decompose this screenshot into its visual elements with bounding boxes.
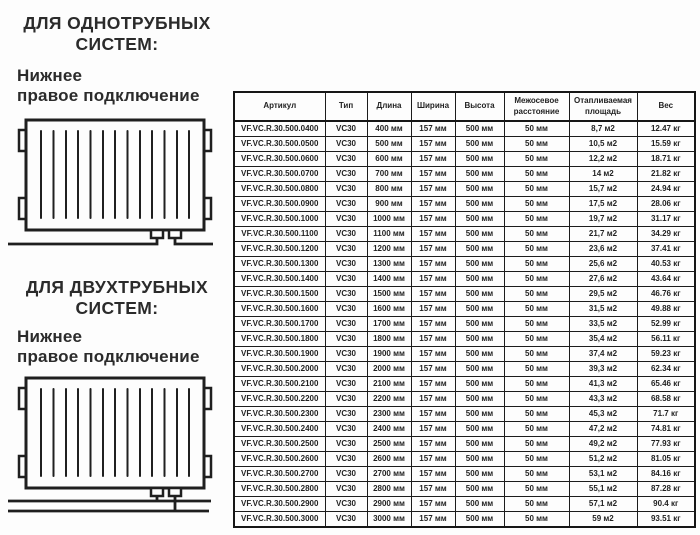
radiator-specs-table: [233, 91, 696, 528]
table-row: [234, 392, 695, 407]
table-cell: 2100 мм: [367, 377, 411, 392]
table-cell: VC30: [325, 197, 367, 212]
table-cell: VF.VC.R.30.500.2000: [234, 362, 325, 377]
table-cell: VC30: [325, 482, 367, 497]
table-cell: VF.VC.R.30.500.3000: [234, 512, 325, 528]
table-row: [234, 212, 695, 227]
table-cell: VF.VC.R.30.500.1300: [234, 257, 325, 272]
table-cell: 17,5 м2: [569, 197, 637, 212]
column-header-type: Тип: [325, 92, 367, 121]
table-cell: VF.VC.R.30.500.0600: [234, 152, 325, 167]
table-cell: 29,5 м2: [569, 287, 637, 302]
table-cell: 57,1 м2: [569, 497, 637, 512]
table-cell: 34.29 кг: [637, 227, 695, 242]
table-cell: 2000 мм: [367, 362, 411, 377]
table-cell: 500 мм: [455, 242, 504, 257]
table-cell: 50 мм: [504, 257, 569, 272]
table-cell: VC30: [325, 272, 367, 287]
table-cell: 2500 мм: [367, 437, 411, 452]
table-cell: 157 мм: [411, 347, 455, 362]
table-cell: 50 мм: [504, 392, 569, 407]
table-row: [234, 302, 695, 317]
table-cell: 50 мм: [504, 197, 569, 212]
column-header-heated-area: Отапливаемая площадь: [569, 92, 637, 121]
table-cell: 39,3 м2: [569, 362, 637, 377]
table-cell: VC30: [325, 392, 367, 407]
table-cell: 50 мм: [504, 362, 569, 377]
table-cell: VF.VC.R.30.500.0700: [234, 167, 325, 182]
table-row: [234, 257, 695, 272]
table-cell: 51,2 м2: [569, 452, 637, 467]
table-cell: 157 мм: [411, 152, 455, 167]
table-row: [234, 197, 695, 212]
table-cell: 8,7 м2: [569, 121, 637, 137]
table-cell: 33,5 м2: [569, 317, 637, 332]
table-cell: 59 м2: [569, 512, 637, 528]
table-cell: 157 мм: [411, 482, 455, 497]
table-cell: 500 мм: [455, 257, 504, 272]
table-cell: VC30: [325, 242, 367, 257]
table-cell: 50 мм: [504, 422, 569, 437]
table-cell: 500 мм: [455, 392, 504, 407]
table-cell: VF.VC.R.30.500.1800: [234, 332, 325, 347]
table-cell: 59.23 кг: [637, 347, 695, 362]
table-cell: VC30: [325, 452, 367, 467]
table-cell: 45,3 м2: [569, 407, 637, 422]
table-cell: 47,2 м2: [569, 422, 637, 437]
table-cell: 1700 мм: [367, 317, 411, 332]
column-header-length: Длина: [367, 92, 411, 121]
table-cell: VF.VC.R.30.500.2300: [234, 407, 325, 422]
column-header-weight: Вес: [637, 92, 695, 121]
table-cell: 157 мм: [411, 512, 455, 528]
single-pipe-subheading: Нижнее правое подключение: [17, 66, 200, 106]
column-header-height: Высота: [455, 92, 504, 121]
table-cell: 21,7 м2: [569, 227, 637, 242]
table-cell: 500 мм: [455, 317, 504, 332]
table-cell: 84.16 кг: [637, 467, 695, 482]
radiator-single-pipe-diagram: [5, 117, 217, 249]
table-cell: VF.VC.R.30.500.1200: [234, 242, 325, 257]
table-cell: 157 мм: [411, 497, 455, 512]
table-cell: 18.71 кг: [637, 152, 695, 167]
table-cell: 50 мм: [504, 407, 569, 422]
table-cell: VF.VC.R.30.500.1000: [234, 212, 325, 227]
table-cell: 2600 мм: [367, 452, 411, 467]
table-cell: VF.VC.R.30.500.2900: [234, 497, 325, 512]
column-header-width: Ширина: [411, 92, 455, 121]
table-cell: VC30: [325, 332, 367, 347]
table-cell: 157 мм: [411, 242, 455, 257]
table-cell: 71.7 кг: [637, 407, 695, 422]
table-cell: 157 мм: [411, 167, 455, 182]
table-cell: VC30: [325, 512, 367, 528]
table-row: [234, 287, 695, 302]
table-cell: 55,1 м2: [569, 482, 637, 497]
table-cell: 1400 мм: [367, 272, 411, 287]
table-cell: 50 мм: [504, 287, 569, 302]
table-cell: VF.VC.R.30.500.2700: [234, 467, 325, 482]
table-cell: 157 мм: [411, 197, 455, 212]
table-cell: 500 мм: [455, 362, 504, 377]
table-cell: 157 мм: [411, 121, 455, 137]
table-cell: 31,5 м2: [569, 302, 637, 317]
table-cell: 27,6 м2: [569, 272, 637, 287]
table-cell: 53,1 м2: [569, 467, 637, 482]
table-cell: 500 мм: [455, 467, 504, 482]
table-cell: 50 мм: [504, 467, 569, 482]
table-cell: 24.94 кг: [637, 182, 695, 197]
table-cell: VC30: [325, 377, 367, 392]
table-cell: VC30: [325, 152, 367, 167]
table-cell: 23,6 м2: [569, 242, 637, 257]
table-cell: VF.VC.R.30.500.2400: [234, 422, 325, 437]
table-cell: VF.VC.R.30.500.0400: [234, 121, 325, 137]
table-cell: 500 мм: [455, 437, 504, 452]
table-cell: VF.VC.R.30.500.2200: [234, 392, 325, 407]
table-cell: 14 м2: [569, 167, 637, 182]
table-cell: VF.VC.R.30.500.2800: [234, 482, 325, 497]
radiator-two-pipe-diagram: [5, 375, 217, 517]
table-row: [234, 272, 695, 287]
table-cell: 800 мм: [367, 182, 411, 197]
table-cell: 500 мм: [455, 347, 504, 362]
table-cell: 19,7 м2: [569, 212, 637, 227]
table-cell: 157 мм: [411, 392, 455, 407]
header-row: [234, 92, 695, 121]
table-cell: 157 мм: [411, 137, 455, 152]
table-cell: 500 мм: [455, 182, 504, 197]
table-cell: 157 мм: [411, 437, 455, 452]
table-cell: VC30: [325, 437, 367, 452]
table-cell: 50 мм: [504, 377, 569, 392]
table-cell: 500 мм: [455, 407, 504, 422]
table-cell: 52.99 кг: [637, 317, 695, 332]
table-cell: VF.VC.R.30.500.1700: [234, 317, 325, 332]
table-cell: 50 мм: [504, 137, 569, 152]
table-cell: 41,3 м2: [569, 377, 637, 392]
column-header-article: Артикул: [234, 92, 325, 121]
table-cell: 1500 мм: [367, 287, 411, 302]
table-cell: 50 мм: [504, 317, 569, 332]
table-cell: 93.51 кг: [637, 512, 695, 528]
table-cell: 49,2 м2: [569, 437, 637, 452]
table-cell: 500 мм: [455, 167, 504, 182]
table-cell: 37.41 кг: [637, 242, 695, 257]
table-cell: 157 мм: [411, 272, 455, 287]
table-cell: 500 мм: [455, 302, 504, 317]
table-cell: 50 мм: [504, 272, 569, 287]
table-cell: 1000 мм: [367, 212, 411, 227]
table-cell: 157 мм: [411, 317, 455, 332]
table-cell: 2700 мм: [367, 467, 411, 482]
table-cell: 40.53 кг: [637, 257, 695, 272]
table-cell: VC30: [325, 497, 367, 512]
table-cell: 500 мм: [455, 482, 504, 497]
table-cell: VF.VC.R.30.500.1500: [234, 287, 325, 302]
table-cell: 157 мм: [411, 287, 455, 302]
table-row: [234, 437, 695, 452]
table-cell: VF.VC.R.30.500.1400: [234, 272, 325, 287]
table-cell: 2400 мм: [367, 422, 411, 437]
table-cell: 50 мм: [504, 242, 569, 257]
table-cell: 31.17 кг: [637, 212, 695, 227]
table-cell: 1300 мм: [367, 257, 411, 272]
table-cell: 43,3 м2: [569, 392, 637, 407]
table-cell: 1200 мм: [367, 242, 411, 257]
table-cell: 157 мм: [411, 257, 455, 272]
table-cell: 500 мм: [455, 121, 504, 137]
table-cell: 50 мм: [504, 512, 569, 528]
spec-table-body: [234, 121, 695, 527]
table-cell: 50 мм: [504, 227, 569, 242]
table-cell: 50 мм: [504, 212, 569, 227]
table-cell: VC30: [325, 317, 367, 332]
table-cell: 87.28 кг: [637, 482, 695, 497]
table-row: [234, 467, 695, 482]
table-row: [234, 317, 695, 332]
table-cell: 400 мм: [367, 121, 411, 137]
table-row: [234, 137, 695, 152]
table-row: [234, 497, 695, 512]
table-cell: 46.76 кг: [637, 287, 695, 302]
table-cell: 500 мм: [455, 497, 504, 512]
table-row: [234, 377, 695, 392]
two-pipe-subheading: Нижнее правое подключение: [17, 327, 200, 367]
table-cell: 157 мм: [411, 182, 455, 197]
table-cell: 50 мм: [504, 437, 569, 452]
table-cell: VF.VC.R.30.500.0800: [234, 182, 325, 197]
table-cell: 157 мм: [411, 212, 455, 227]
table-cell: 500 мм: [455, 272, 504, 287]
table-cell: 2900 мм: [367, 497, 411, 512]
table-row: [234, 512, 695, 528]
table-cell: 500 мм: [367, 137, 411, 152]
table-cell: VC30: [325, 287, 367, 302]
table-row: [234, 167, 695, 182]
table-cell: VF.VC.R.30.500.0500: [234, 137, 325, 152]
table-cell: VC30: [325, 467, 367, 482]
table-cell: 157 мм: [411, 302, 455, 317]
table-cell: 15.59 кг: [637, 137, 695, 152]
table-cell: 1900 мм: [367, 347, 411, 362]
table-cell: 500 мм: [455, 227, 504, 242]
table-row: [234, 182, 695, 197]
table-cell: VC30: [325, 347, 367, 362]
table-cell: 74.81 кг: [637, 422, 695, 437]
table-cell: 81.05 кг: [637, 452, 695, 467]
table-cell: 900 мм: [367, 197, 411, 212]
table-cell: 50 мм: [504, 497, 569, 512]
table-row: [234, 152, 695, 167]
table-cell: 15,7 м2: [569, 182, 637, 197]
table-cell: VF.VC.R.30.500.2500: [234, 437, 325, 452]
table-row: [234, 407, 695, 422]
table-cell: 157 мм: [411, 362, 455, 377]
table-cell: 50 мм: [504, 302, 569, 317]
table-cell: VF.VC.R.30.500.2100: [234, 377, 325, 392]
table-cell: 3000 мм: [367, 512, 411, 528]
table-row: [234, 452, 695, 467]
table-cell: 157 мм: [411, 407, 455, 422]
table-row: [234, 362, 695, 377]
table-cell: VC30: [325, 422, 367, 437]
table-cell: 157 мм: [411, 332, 455, 347]
table-cell: 25,6 м2: [569, 257, 637, 272]
table-cell: 77.93 кг: [637, 437, 695, 452]
table-cell: VF.VC.R.30.500.0900: [234, 197, 325, 212]
table-cell: 49.88 кг: [637, 302, 695, 317]
table-cell: 500 мм: [455, 152, 504, 167]
table-cell: 157 мм: [411, 452, 455, 467]
table-cell: 157 мм: [411, 422, 455, 437]
table-cell: 1600 мм: [367, 302, 411, 317]
column-header-axial-distance: Межосевое расстояние: [504, 92, 569, 121]
table-cell: 600 мм: [367, 152, 411, 167]
table-cell: 2200 мм: [367, 392, 411, 407]
table-cell: VC30: [325, 167, 367, 182]
table-cell: 50 мм: [504, 182, 569, 197]
table-cell: 50 мм: [504, 121, 569, 137]
table-cell: 10,5 м2: [569, 137, 637, 152]
table-cell: 50 мм: [504, 167, 569, 182]
table-cell: VF.VC.R.30.500.1900: [234, 347, 325, 362]
table-cell: 62.34 кг: [637, 362, 695, 377]
table-cell: 12.47 кг: [637, 121, 695, 137]
table-cell: 700 мм: [367, 167, 411, 182]
table-cell: 90.4 кг: [637, 497, 695, 512]
table-cell: 1100 мм: [367, 227, 411, 242]
table-row: [234, 422, 695, 437]
table-row: [234, 242, 695, 257]
table-row: [234, 482, 695, 497]
table-cell: 2800 мм: [367, 482, 411, 497]
table-cell: 500 мм: [455, 452, 504, 467]
table-cell: VC30: [325, 227, 367, 242]
table-cell: VF.VC.R.30.500.1600: [234, 302, 325, 317]
table-cell: VC30: [325, 182, 367, 197]
table-cell: 35,4 м2: [569, 332, 637, 347]
table-cell: 500 мм: [455, 137, 504, 152]
table-cell: 50 мм: [504, 347, 569, 362]
table-cell: VF.VC.R.30.500.2600: [234, 452, 325, 467]
table-row: [234, 227, 695, 242]
table-cell: 21.82 кг: [637, 167, 695, 182]
table-cell: 1800 мм: [367, 332, 411, 347]
single-pipe-heading: ДЛЯ ОДНОТРУБНЫХ СИСТЕМ:: [23, 13, 211, 54]
two-pipe-heading: ДЛЯ ДВУХТРУБНЫХ СИСТЕМ:: [25, 277, 209, 318]
table-cell: 65.46 кг: [637, 377, 695, 392]
table-cell: 28.06 кг: [637, 197, 695, 212]
table-cell: 500 мм: [455, 287, 504, 302]
table-cell: 500 мм: [455, 212, 504, 227]
table-cell: 50 мм: [504, 332, 569, 347]
spec-table-container: [233, 91, 696, 528]
table-cell: VC30: [325, 407, 367, 422]
table-cell: 43.64 кг: [637, 272, 695, 287]
table-cell: 56.11 кг: [637, 332, 695, 347]
table-cell: 157 мм: [411, 467, 455, 482]
table-cell: 500 мм: [455, 332, 504, 347]
table-cell: 500 мм: [455, 197, 504, 212]
table-row: [234, 347, 695, 362]
table-row: [234, 332, 695, 347]
table-cell: VF.VC.R.30.500.1100: [234, 227, 325, 242]
table-cell: 50 мм: [504, 482, 569, 497]
table-cell: VC30: [325, 212, 367, 227]
table-cell: VC30: [325, 137, 367, 152]
table-cell: 50 мм: [504, 152, 569, 167]
table-row: [234, 121, 695, 137]
table-cell: VC30: [325, 121, 367, 137]
table-cell: 37,4 м2: [569, 347, 637, 362]
table-cell: 68.58 кг: [637, 392, 695, 407]
table-cell: 50 мм: [504, 452, 569, 467]
table-cell: VC30: [325, 302, 367, 317]
table-cell: 157 мм: [411, 377, 455, 392]
table-cell: 500 мм: [455, 422, 504, 437]
table-cell: 12,2 м2: [569, 152, 637, 167]
table-cell: 157 мм: [411, 227, 455, 242]
table-cell: 500 мм: [455, 377, 504, 392]
table-cell: VC30: [325, 257, 367, 272]
table-cell: 2300 мм: [367, 407, 411, 422]
table-cell: 500 мм: [455, 512, 504, 528]
table-cell: VC30: [325, 362, 367, 377]
